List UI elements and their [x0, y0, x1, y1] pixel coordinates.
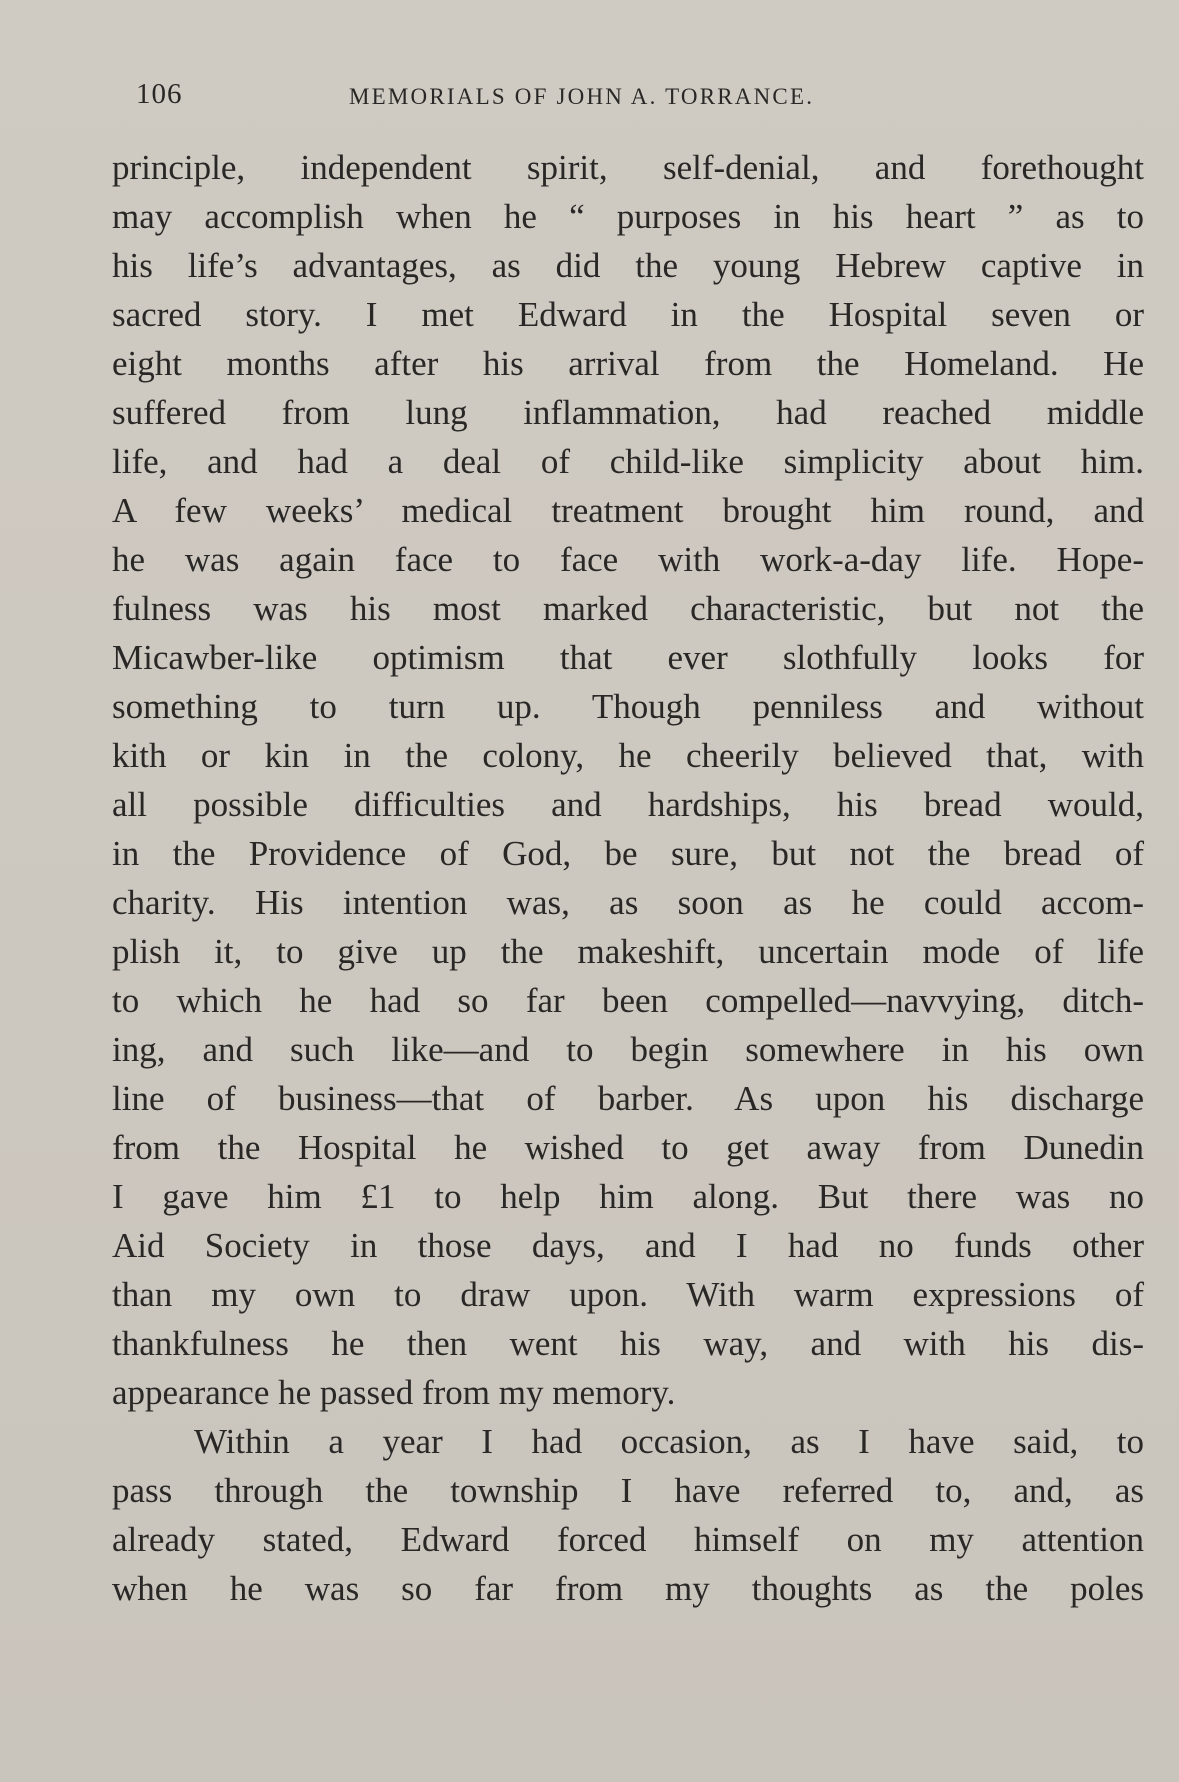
- text-line: already stated, Edward forced himself on my attention: [112, 1520, 1144, 1559]
- text-line: he was again face to face with work-a-day life. Hope-: [112, 540, 1144, 579]
- text-line: A few weeks’ medical treatment brought him round, and: [112, 491, 1144, 530]
- text-line: ing, and such like—and to begin somewhere in his own: [112, 1030, 1144, 1069]
- text-line: something to turn up. Though penniless and without: [112, 687, 1144, 726]
- text-line: sacred story. I met Edward in the Hospital seven or: [112, 295, 1144, 334]
- text-line: from the Hospital he wished to get away from Dunedin: [112, 1128, 1144, 1167]
- text-line: charity. His intention was, as soon as he could accom-: [112, 883, 1144, 922]
- text-line: when he was so far from my thoughts as the poles: [112, 1569, 1144, 1608]
- paragraph-last-line: appearance he passed from my memory.: [112, 1373, 676, 1412]
- paragraph-first-line: Within a year I had occasion, as I have said, to: [194, 1422, 1144, 1461]
- running-head: [136, 78, 1136, 118]
- text-line: plish it, to give up the makeshift, uncertain mode of life: [112, 932, 1144, 971]
- text-line: eight months after his arrival from the Homeland. He: [112, 344, 1144, 383]
- text-line: may accomplish when he “ purposes in his heart ” as to: [112, 197, 1144, 236]
- text-line: suffered from lung inflammation, had reached middle: [112, 393, 1144, 432]
- text-line: principle, independent spirit, self-denial, and forethought: [112, 148, 1144, 187]
- text-line: in the Providence of God, be sure, but not the bread of: [112, 834, 1144, 873]
- text-line: I gave him £1 to help him along. But there was no: [112, 1177, 1144, 1216]
- text-line: Micawber-like optimism that ever slothfully looks for: [112, 638, 1144, 677]
- text-line: kith or kin in the colony, he cheerily believed that, with: [112, 736, 1144, 775]
- text-line: pass through the township I have referred to, and, as: [112, 1471, 1144, 1510]
- text-line: all possible difficulties and hardships, his bread would,: [112, 785, 1144, 824]
- text-line: thankfulness he then went his way, and with his dis-: [112, 1324, 1144, 1363]
- running-title: MEMORIALS OF JOHN A. TORRANCE.: [349, 84, 815, 109]
- text-line: than my own to draw upon. With warm expressions of: [112, 1275, 1144, 1314]
- text-line: Aid Society in those days, and I had no funds other: [112, 1226, 1144, 1265]
- text-line: life, and had a deal of child-like simplicity about him.: [112, 442, 1144, 481]
- text-line: to which he had so far been compelled—navvying, ditch-: [112, 981, 1144, 1020]
- text-line: line of business—that of barber. As upon his discharge: [112, 1079, 1144, 1118]
- text-line: fulness was his most marked characteristic, but not the: [112, 589, 1144, 628]
- page-number: 106: [136, 78, 183, 110]
- text-line: his life’s advantages, as did the young Hebrew captive in: [112, 246, 1144, 285]
- body-text: [112, 143, 1144, 1613]
